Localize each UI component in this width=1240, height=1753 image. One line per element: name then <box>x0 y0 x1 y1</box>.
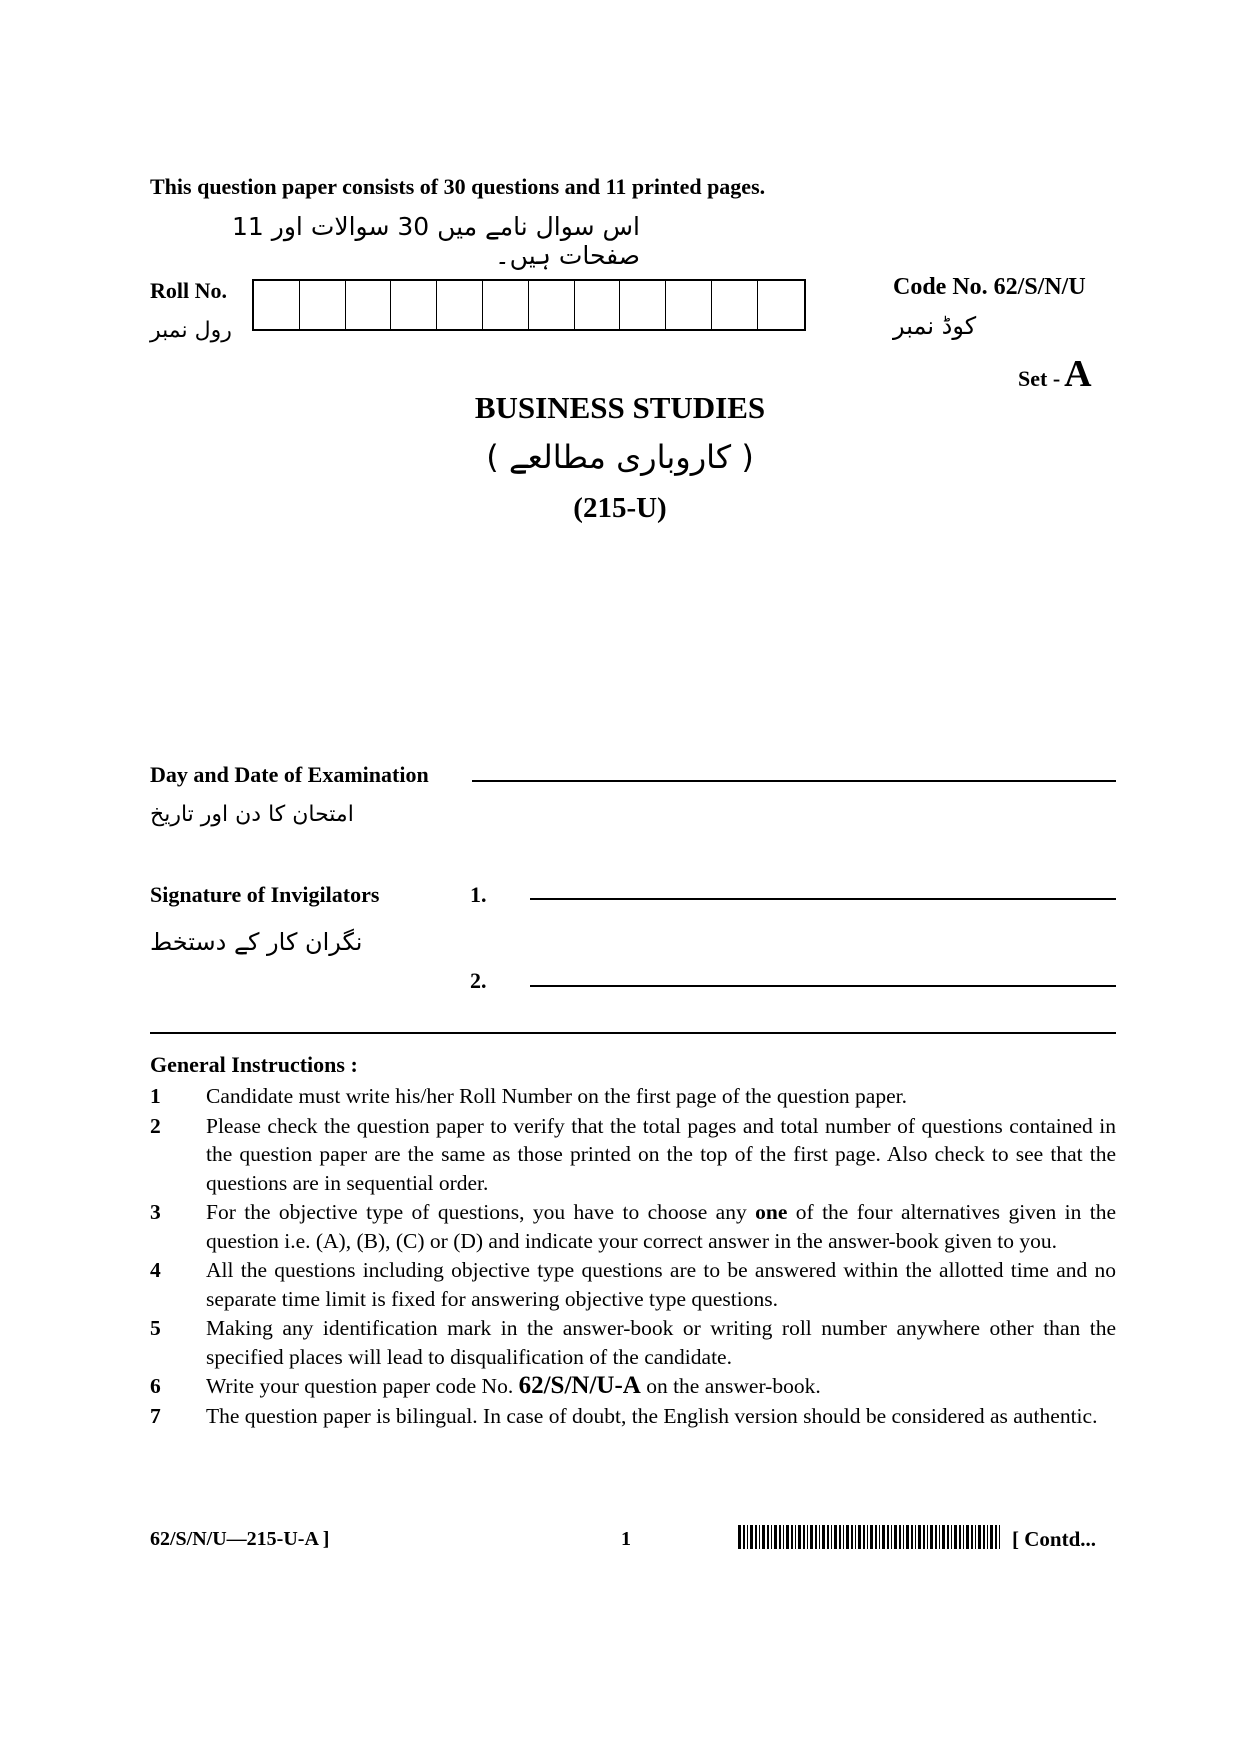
instruction-item <box>150 1112 1116 1198</box>
instruction-item <box>150 1082 1116 1111</box>
roll-number-box[interactable] <box>529 281 575 329</box>
roll-number-box[interactable] <box>254 281 300 329</box>
barcode-icon <box>738 1525 1000 1549</box>
instruction-number: 4 <box>150 1258 161 1282</box>
roll-number-box[interactable] <box>620 281 666 329</box>
subject-title-ur: ( کاروباری مطالعے ) <box>486 438 754 476</box>
invigilator-signature-label-ur: نگران کار کے دستخط <box>150 928 363 956</box>
paper-code-emphasis: 62/S/N/U-A <box>518 1372 641 1399</box>
subject-code: (215-U) <box>573 492 667 524</box>
instruction-text: Making any identification mark in the answer-book or writing roll number anywhere other than the specified places will lead to disqualification of the candidate. <box>206 1316 1116 1369</box>
exam-date-label: Day and Date of Examination <box>150 762 429 787</box>
instruction-text-after: on the answer-book. <box>640 1374 821 1398</box>
roll-number-box[interactable] <box>712 281 758 329</box>
instruction-text <box>206 1372 1116 1401</box>
instruction-text-after: of the four alternatives given in the question i.e. (A), (B), (C) or (D) and indicate your correct answer in the answer-book given to you. <box>206 1200 1116 1253</box>
roll-number-box[interactable] <box>666 281 712 329</box>
instructions-list <box>150 1082 1116 1431</box>
instruction-text: All the questions including objective type questions are to be answered within the allotted time and no separate time limit is fixed for answering objective type questions. <box>206 1258 1116 1311</box>
instructions-title: General Instructions : <box>150 1052 358 1077</box>
footer-paper-code: 62/S/N/U—215-U-A ] <box>150 1528 330 1550</box>
roll-number-box[interactable] <box>575 281 621 329</box>
instruction-number: 6 <box>150 1374 161 1398</box>
instruction-text-before: Write your question paper code No. <box>206 1374 519 1398</box>
exam-date-field[interactable] <box>472 780 1116 782</box>
pages-notice-en: This question paper consists of 30 questions and 11 printed pages. <box>150 174 766 199</box>
instruction-item <box>150 1256 1116 1313</box>
pages-notice-ur: اس سوال نامے میں 30 سوالات اور 11 صفحات ہیں۔ <box>232 212 640 270</box>
roll-number-box[interactable] <box>758 281 804 329</box>
instruction-item <box>150 1402 1116 1431</box>
roll-number-box[interactable] <box>300 281 346 329</box>
instruction-number: 5 <box>150 1316 161 1340</box>
set-label-text: Set - <box>1018 366 1061 391</box>
roll-number-box[interactable] <box>437 281 483 329</box>
roll-number-label: Roll No. <box>150 278 227 303</box>
invigilator-signature-label: Signature of Invigilators <box>150 882 380 907</box>
code-number: Code No. 62/S/N/U <box>893 274 1086 300</box>
roll-number-box[interactable] <box>346 281 392 329</box>
page-number: 1 <box>621 1528 631 1550</box>
instruction-number: 3 <box>150 1200 161 1224</box>
instruction-number: 1 <box>150 1084 161 1108</box>
code-number-label-ur: کوڈ نمبر <box>893 312 977 340</box>
instruction-text <box>206 1198 1116 1255</box>
instruction-item <box>150 1198 1116 1255</box>
exam-date-label-ur: امتحان کا دن اور تاریخ <box>150 802 354 827</box>
set-letter: A <box>1064 353 1092 395</box>
roll-number-label-ur: رول نمبر <box>150 318 232 343</box>
roll-number-box[interactable] <box>483 281 529 329</box>
instruction-item <box>150 1372 1116 1401</box>
invigilator-number-1: 1. <box>470 882 487 907</box>
instruction-text: Please check the question paper to verify that the total pages and total number of questions contained in the question paper are the same as those printed on the top of the first page. Also check to see that the questions are in sequential order. <box>206 1113 1116 1195</box>
instruction-item <box>150 1314 1116 1371</box>
instruction-text: Candidate must write his/her Roll Number on the first page of the question paper. <box>206 1084 907 1108</box>
invigilator-signature-field-2[interactable] <box>530 985 1116 987</box>
instruction-emphasis: one <box>755 1200 788 1224</box>
continued-label: [ Contd... <box>1012 1527 1097 1551</box>
invigilator-number-2: 2. <box>470 968 487 993</box>
roll-number-box[interactable] <box>391 281 437 329</box>
invigilator-signature-field-1[interactable] <box>530 898 1116 900</box>
section-divider <box>150 1032 1116 1034</box>
subject-title: BUSINESS STUDIES <box>474 390 766 425</box>
instruction-text-before: For the objective type of questions, you have to choose any <box>206 1200 756 1224</box>
instruction-number: 7 <box>150 1403 161 1428</box>
instruction-text: The question paper is bilingual. In case of doubt, the English version should be considered as authentic. <box>206 1403 1098 1428</box>
roll-number-boxes[interactable] <box>252 279 806 331</box>
instruction-number: 2 <box>150 1113 161 1138</box>
